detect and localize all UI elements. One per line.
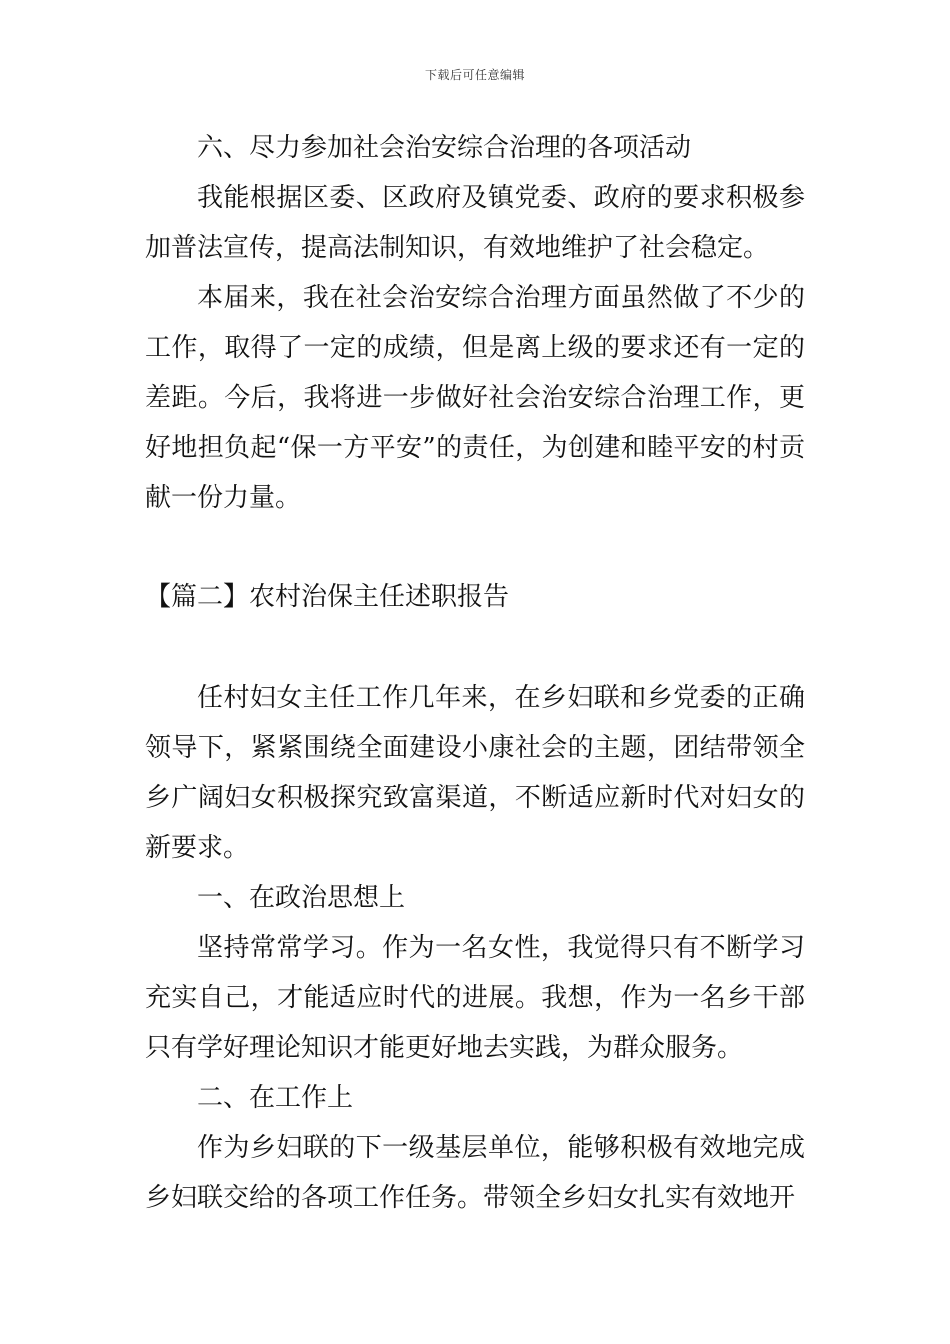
chapter-title: 【篇二】农村治保主任述职报告 (145, 582, 510, 612)
body-block-2 (145, 673, 805, 1223)
paragraph: 任村妇女主任工作几年来，在乡妇联和乡党委的正确领导下，紧紧围绕全面建设小康社会的主题，团结带领全乡广阔妇女积极探究致富渠道，不断适应新时代对妇女的新要求。 (145, 683, 805, 863)
body-block-1 (145, 123, 805, 523)
header-note: 下载后可任意编辑 (424, 68, 525, 82)
paragraph: 坚持常常学习。作为一名女性，我觉得只有不断学习充实自己，才能适应时代的进展。我想，作为一名乡干部只有学好理论知识才能更好地去实践，为群众服务。 (145, 933, 805, 1063)
section-heading-six: 六、尽力参加社会治安综合治理的各项活动 (197, 133, 692, 163)
paragraph: 我能根据区委、区政府及镇党委、政府的要求积极参加普法宣传，提高法制知识，有效地维护了社会稳定。 (145, 183, 805, 263)
paragraph: 作为乡妇联的下一级基层单位，能够积极有效地完成乡妇联交给的各项工作任务。带领全乡妇女扎实有效地开 (145, 1133, 805, 1213)
paragraph: 本届来，我在社会治安综合治理方面虽然做了不少的工作，取得了一定的成绩，但是离上级的要求还有一定的差距。今后，我将进一步做好社会治安综合治理工作，更好地担负起“保一方平安”的责任，为创建和睦平安的村贡献一份力量。 (145, 283, 805, 513)
subheading-work: 二、在工作上 (197, 1083, 354, 1113)
subheading-political: 一、在政治思想上 (197, 883, 406, 913)
